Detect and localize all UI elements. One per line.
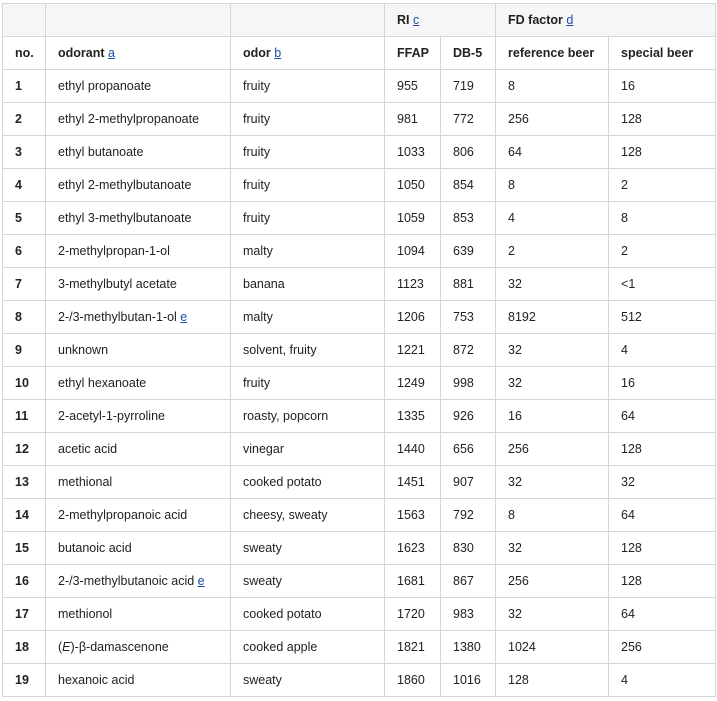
fd-reference-cell: 1024	[496, 631, 609, 664]
row-number: 3	[3, 136, 46, 169]
blank-header-cell	[3, 4, 46, 37]
ri-db5-cell: 753	[441, 301, 496, 334]
odorant-name: methionol	[58, 607, 113, 621]
fd-reference-cell: 32	[496, 532, 609, 565]
table-body	[3, 70, 716, 697]
odorant-name: 2-acetyl-1-pyrroline	[58, 409, 165, 423]
ri-db5-cell: 998	[441, 367, 496, 400]
footnote-link-d[interactable]: d	[566, 13, 574, 27]
table-row	[3, 532, 716, 565]
ri-ffap-cell: 955	[385, 70, 441, 103]
odor-cell: fruity	[231, 367, 385, 400]
col-header-no: no.	[3, 37, 46, 70]
fd-special-cell: 4	[609, 334, 716, 367]
odorant-cell	[46, 70, 231, 103]
fd-special-cell: 128	[609, 565, 716, 598]
fd-reference-cell: 256	[496, 433, 609, 466]
ri-db5-cell: 853	[441, 202, 496, 235]
table-row	[3, 631, 716, 664]
blank-header-cell	[46, 4, 231, 37]
row-number: 17	[3, 598, 46, 631]
ri-ffap-cell: 1563	[385, 499, 441, 532]
table-row	[3, 268, 716, 301]
ri-ffap-cell: 1451	[385, 466, 441, 499]
odor-cell: fruity	[231, 103, 385, 136]
fd-reference-cell: 128	[496, 664, 609, 697]
table-row	[3, 598, 716, 631]
fd-special-cell: 512	[609, 301, 716, 334]
col-header-odor	[231, 37, 385, 70]
fd-special-cell: 128	[609, 433, 716, 466]
row-number: 6	[3, 235, 46, 268]
odorant-cell: (E)-β-damascenone	[46, 631, 231, 664]
table-row	[3, 565, 716, 598]
fd-special-cell: 64	[609, 499, 716, 532]
ri-ffap-cell: 1221	[385, 334, 441, 367]
column-header-row	[3, 37, 716, 70]
odor-cell: fruity	[231, 169, 385, 202]
odorant-name: 3-methylbutyl acetate	[58, 277, 177, 291]
fd-factor-group-label: FD factor	[508, 13, 563, 27]
fd-special-cell: 64	[609, 598, 716, 631]
fd-reference-cell: 8	[496, 169, 609, 202]
odorant-name: methional	[58, 475, 113, 489]
fd-special-cell: <1	[609, 268, 716, 301]
fd-special-cell: 2	[609, 169, 716, 202]
group-header-row	[3, 4, 716, 37]
ri-ffap-cell: 1681	[385, 565, 441, 598]
ri-db5-cell: 792	[441, 499, 496, 532]
ri-db5-cell: 830	[441, 532, 496, 565]
odor-cell: banana	[231, 268, 385, 301]
odor-cell: roasty, popcorn	[231, 400, 385, 433]
row-number: 18	[3, 631, 46, 664]
row-number: 13	[3, 466, 46, 499]
ri-ffap-cell: 981	[385, 103, 441, 136]
fd-factor-group-header	[496, 4, 716, 37]
odor-cell: cheesy, sweaty	[231, 499, 385, 532]
odor-cell: malty	[231, 235, 385, 268]
ri-db5-cell: 867	[441, 565, 496, 598]
col-header-db5: DB-5	[441, 37, 496, 70]
table-row	[3, 235, 716, 268]
odorant-cell	[46, 202, 231, 235]
odorant-name: ethyl butanoate	[58, 145, 144, 159]
odorant-cell	[46, 565, 231, 598]
table-row	[3, 169, 716, 202]
col-header-odorant	[46, 37, 231, 70]
fd-special-cell: 16	[609, 70, 716, 103]
fd-special-cell: 256	[609, 631, 716, 664]
fd-special-cell: 8	[609, 202, 716, 235]
table-row	[3, 202, 716, 235]
row-number: 19	[3, 664, 46, 697]
odor-cell: sweaty	[231, 565, 385, 598]
row-number: 16	[3, 565, 46, 598]
fd-reference-cell: 8	[496, 70, 609, 103]
table-row	[3, 70, 716, 103]
table-row	[3, 466, 716, 499]
odorant-cell	[46, 301, 231, 334]
odorant-cell	[46, 235, 231, 268]
ri-ffap-cell: 1335	[385, 400, 441, 433]
row-number: 4	[3, 169, 46, 202]
row-number: 8	[3, 301, 46, 334]
odor-cell: sweaty	[231, 532, 385, 565]
table-row	[3, 499, 716, 532]
odorant-name: ethyl hexanoate	[58, 376, 147, 390]
fd-reference-cell: 32	[496, 466, 609, 499]
odorant-name: 2-/3-methylbutanoic acid	[58, 574, 195, 588]
ri-db5-cell: 1380	[441, 631, 496, 664]
odorant-cell	[46, 136, 231, 169]
odor-cell: vinegar	[231, 433, 385, 466]
footnote-link-a[interactable]: a	[108, 46, 115, 60]
ri-db5-cell: 881	[441, 268, 496, 301]
odorant-cell	[46, 433, 231, 466]
ri-ffap-cell: 1050	[385, 169, 441, 202]
fd-reference-cell: 4	[496, 202, 609, 235]
odorant-cell	[46, 103, 231, 136]
fd-reference-cell: 32	[496, 367, 609, 400]
odorant-name: 2-/3-methylbutan-1-ol	[58, 310, 177, 324]
odorant-cell	[46, 466, 231, 499]
table-row	[3, 433, 716, 466]
row-number: 12	[3, 433, 46, 466]
fd-special-cell: 2	[609, 235, 716, 268]
fd-reference-cell: 8	[496, 499, 609, 532]
odor-cell: fruity	[231, 202, 385, 235]
fd-special-cell: 4	[609, 664, 716, 697]
table-row	[3, 367, 716, 400]
ri-db5-cell: 1016	[441, 664, 496, 697]
ri-db5-cell: 772	[441, 103, 496, 136]
fd-reference-cell: 64	[496, 136, 609, 169]
ri-ffap-cell: 1860	[385, 664, 441, 697]
odorant-stereo-prefix: E	[62, 640, 71, 654]
odorant-cell	[46, 499, 231, 532]
odor-cell: sweaty	[231, 664, 385, 697]
row-number: 14	[3, 499, 46, 532]
fd-special-cell: 16	[609, 367, 716, 400]
odorant-cell	[46, 598, 231, 631]
ri-db5-cell: 983	[441, 598, 496, 631]
ri-db5-cell: 854	[441, 169, 496, 202]
fd-reference-cell: 256	[496, 103, 609, 136]
fd-reference-cell: 2	[496, 235, 609, 268]
row-number: 10	[3, 367, 46, 400]
table-row	[3, 400, 716, 433]
ri-ffap-cell: 1094	[385, 235, 441, 268]
fd-reference-cell: 8192	[496, 301, 609, 334]
odorant-name: acetic acid	[58, 442, 118, 456]
ri-ffap-cell: 1440	[385, 433, 441, 466]
odorant-name: butanoic acid	[58, 541, 132, 555]
ri-db5-cell: 719	[441, 70, 496, 103]
footnote-link-e[interactable]: e	[180, 310, 188, 324]
ri-ffap-cell: 1123	[385, 268, 441, 301]
odorant-name: ethyl 2-methylbutanoate	[58, 178, 192, 192]
footnote-link-c[interactable]: c	[412, 13, 420, 27]
row-number: 9	[3, 334, 46, 367]
ri-db5-cell: 907	[441, 466, 496, 499]
odorant-cell	[46, 400, 231, 433]
odorant-name: )-β-damascenone	[70, 640, 169, 654]
fd-reference-cell: 32	[496, 268, 609, 301]
odor-cell: solvent, fruity	[231, 334, 385, 367]
fd-special-cell: 128	[609, 136, 716, 169]
odor-cell: fruity	[231, 136, 385, 169]
fd-special-cell: 32	[609, 466, 716, 499]
col-header-special-beer: special beer	[609, 37, 716, 70]
odorant-cell	[46, 169, 231, 202]
odorant-cell	[46, 367, 231, 400]
col-header-odor-label: odor	[243, 46, 271, 60]
col-header-ffap: FFAP	[385, 37, 441, 70]
odorant-cell	[46, 268, 231, 301]
odor-cell: cooked apple	[231, 631, 385, 664]
ri-ffap-cell: 1033	[385, 136, 441, 169]
odor-cell: cooked potato	[231, 466, 385, 499]
odorant-cell	[46, 664, 231, 697]
ri-ffap-cell: 1623	[385, 532, 441, 565]
fd-special-cell: 128	[609, 532, 716, 565]
odorant-cell	[46, 334, 231, 367]
fd-reference-cell: 16	[496, 400, 609, 433]
fd-reference-cell: 32	[496, 334, 609, 367]
ri-group-header	[385, 4, 496, 37]
table-row	[3, 664, 716, 697]
row-number: 1	[3, 70, 46, 103]
col-header-reference-beer: reference beer	[496, 37, 609, 70]
col-header-odorant-label: odorant	[58, 46, 105, 60]
odor-cell: malty	[231, 301, 385, 334]
ri-ffap-cell: 1821	[385, 631, 441, 664]
ri-db5-cell: 806	[441, 136, 496, 169]
row-number: 11	[3, 400, 46, 433]
ri-ffap-cell: 1059	[385, 202, 441, 235]
odorant-name: unknown	[58, 343, 109, 357]
blank-header-cell	[231, 4, 385, 37]
odorant-table	[2, 3, 716, 697]
ri-ffap-cell: 1206	[385, 301, 441, 334]
odor-cell: fruity	[231, 70, 385, 103]
ri-group-label: RI	[397, 13, 410, 27]
row-number: 7	[3, 268, 46, 301]
fd-reference-cell: 32	[496, 598, 609, 631]
odorant-cell	[46, 532, 231, 565]
footnote-link-e[interactable]: e	[197, 574, 205, 588]
row-number: 2	[3, 103, 46, 136]
odorant-name: ethyl propanoate	[58, 79, 152, 93]
ri-db5-cell: 872	[441, 334, 496, 367]
row-number: 5	[3, 202, 46, 235]
table-row	[3, 334, 716, 367]
fd-reference-cell: 256	[496, 565, 609, 598]
fd-special-cell: 64	[609, 400, 716, 433]
ri-ffap-cell: 1720	[385, 598, 441, 631]
odorant-name: hexanoic acid	[58, 673, 135, 687]
footnote-link-b[interactable]: b	[274, 46, 282, 60]
fd-special-cell: 128	[609, 103, 716, 136]
table-row	[3, 103, 716, 136]
ri-ffap-cell: 1249	[385, 367, 441, 400]
odorant-name: ethyl 3-methylbutanoate	[58, 211, 192, 225]
odorant-name: 2-methylpropan-1-ol	[58, 244, 170, 258]
row-number: 15	[3, 532, 46, 565]
table-row	[3, 136, 716, 169]
ri-db5-cell: 639	[441, 235, 496, 268]
odorant-name: ethyl 2-methylpropanoate	[58, 112, 200, 126]
odor-cell: cooked potato	[231, 598, 385, 631]
odorant-name: 2-methylpropanoic acid	[58, 508, 188, 522]
table-row	[3, 301, 716, 334]
ri-db5-cell: 926	[441, 400, 496, 433]
ri-db5-cell: 656	[441, 433, 496, 466]
